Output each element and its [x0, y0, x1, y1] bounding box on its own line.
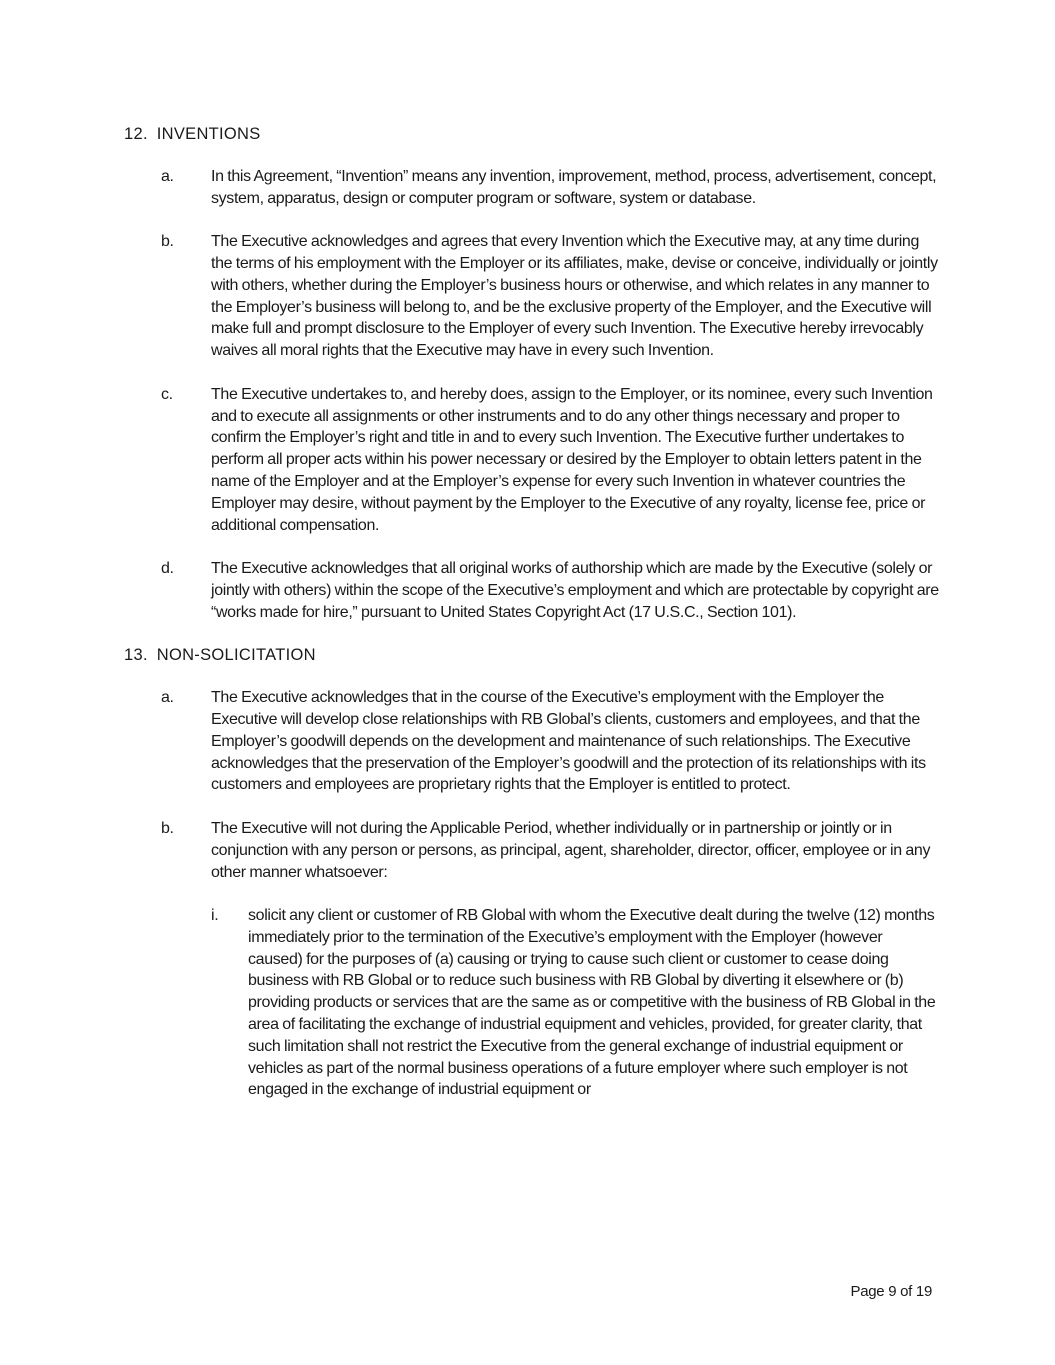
list-marker: d.	[161, 560, 174, 578]
section-inventions	[124, 124, 939, 624]
section-number: 13.	[124, 646, 148, 665]
section-heading	[124, 645, 939, 667]
paragraph: The Executive acknowledges that in the course of the Executive’s employment with the Employer the Executive will develop close relationships with RB Global’s clients, customers and employees, and that the Employer’s goodwill depends on the development and maintenance of such relationships. The Executive acknowledges that the preservation of the Employer’s goodwill and the protection of its relationships with its customers and employees are proprietary rights that the Employer is entitled to protect.	[211, 689, 926, 794]
paragraph: The Executive undertakes to, and hereby does, assign to the Employer, or its nominee, every such Invention and to execute all assignments or other instruments and to do any other things necessary and proper to confirm the Employer’s right and title in and to every such Invention. The Executive further undertakes to perform all proper acts within his power necessary or desired by the Employer to obtain letters patent in the name of the Employer and at the Employer’s expense for every such Invention in whatever countries the Employer may desire, without payment by the Employer to the Executive of any royalty, license fee, price or additional compensation.	[211, 385, 933, 534]
list-marker: a.	[161, 167, 174, 185]
sub-list-item	[124, 905, 939, 1101]
section-non-solicitation	[124, 645, 939, 1101]
list-item	[124, 558, 939, 623]
section-number: 12.	[124, 125, 148, 143]
list-item	[124, 231, 939, 362]
list-item	[124, 818, 939, 883]
list-item	[124, 384, 939, 537]
document-body	[124, 124, 939, 1101]
list-marker: b.	[161, 819, 174, 837]
sub-list-marker: i.	[211, 907, 219, 925]
section-title: NON-SOLICITATION	[156, 646, 316, 665]
section-heading	[124, 124, 939, 146]
paragraph: The Executive acknowledges that all original works of authorship which are made by the Executive (solely or jointly with others) within the scope of the Executive’s employment and which are protectable by copyright are “works made for hire,” pursuant to United States Copyright Act (17 U.S.C., Section 101).	[211, 560, 939, 621]
paragraph: solicit any client or customer of RB Global with whom the Executive dealt during the twelve (12) months immediately prior to the termination of the Executive’s employment with the Employer (however caused) for the purposes of (a) causing or trying to cause such client or customer to cease doing business with RB Global or to reduce such business with RB Global by diverting it elsewhere or (b) providing products or services that are the same as or competitive with the business of RB Global in the area of facilitating the exchange of industrial equipment and vehicles, provided, for greater clarity, that such limitation shall not restrict the Executive from the general exchange of industrial equipment or vehicles as part of the normal business operations of a future employer where such employer is not engaged in the exchange of industrial equipment or	[248, 907, 936, 1099]
list-marker: c.	[161, 385, 173, 403]
list-marker: a.	[161, 689, 174, 707]
page-number: Page 9 of 19	[850, 1283, 932, 1300]
list-item	[124, 166, 939, 210]
list-marker: b.	[161, 233, 174, 251]
paragraph: In this Agreement, “Invention” means any invention, improvement, method, process, advertisement, concept, system, apparatus, design or computer program or software, system or database.	[211, 167, 937, 207]
section-title: INVENTIONS	[156, 125, 261, 143]
paragraph: The Executive acknowledges and agrees that every Invention which the Executive may, at any time during the terms of his employment with the Employer or its affiliates, make, devise or conceive, individually or jointly with others, whether during the Employer’s business hours or otherwise, and which relates in any manner to the Employer’s business will belong to, and be the exclusive property of the Employer, and the Executive will make full and prompt disclosure to the Employer of every such Invention. The Executive hereby irrevocably waives all moral rights that the Executive may have in every such Invention.	[211, 233, 938, 360]
paragraph: The Executive will not during the Applicable Period, whether individually or in partnership or jointly or in conjunction with any person or persons, as principal, agent, shareholder, director, officer, employee or in any other manner whatsoever:	[211, 819, 931, 881]
list-item	[124, 687, 939, 796]
